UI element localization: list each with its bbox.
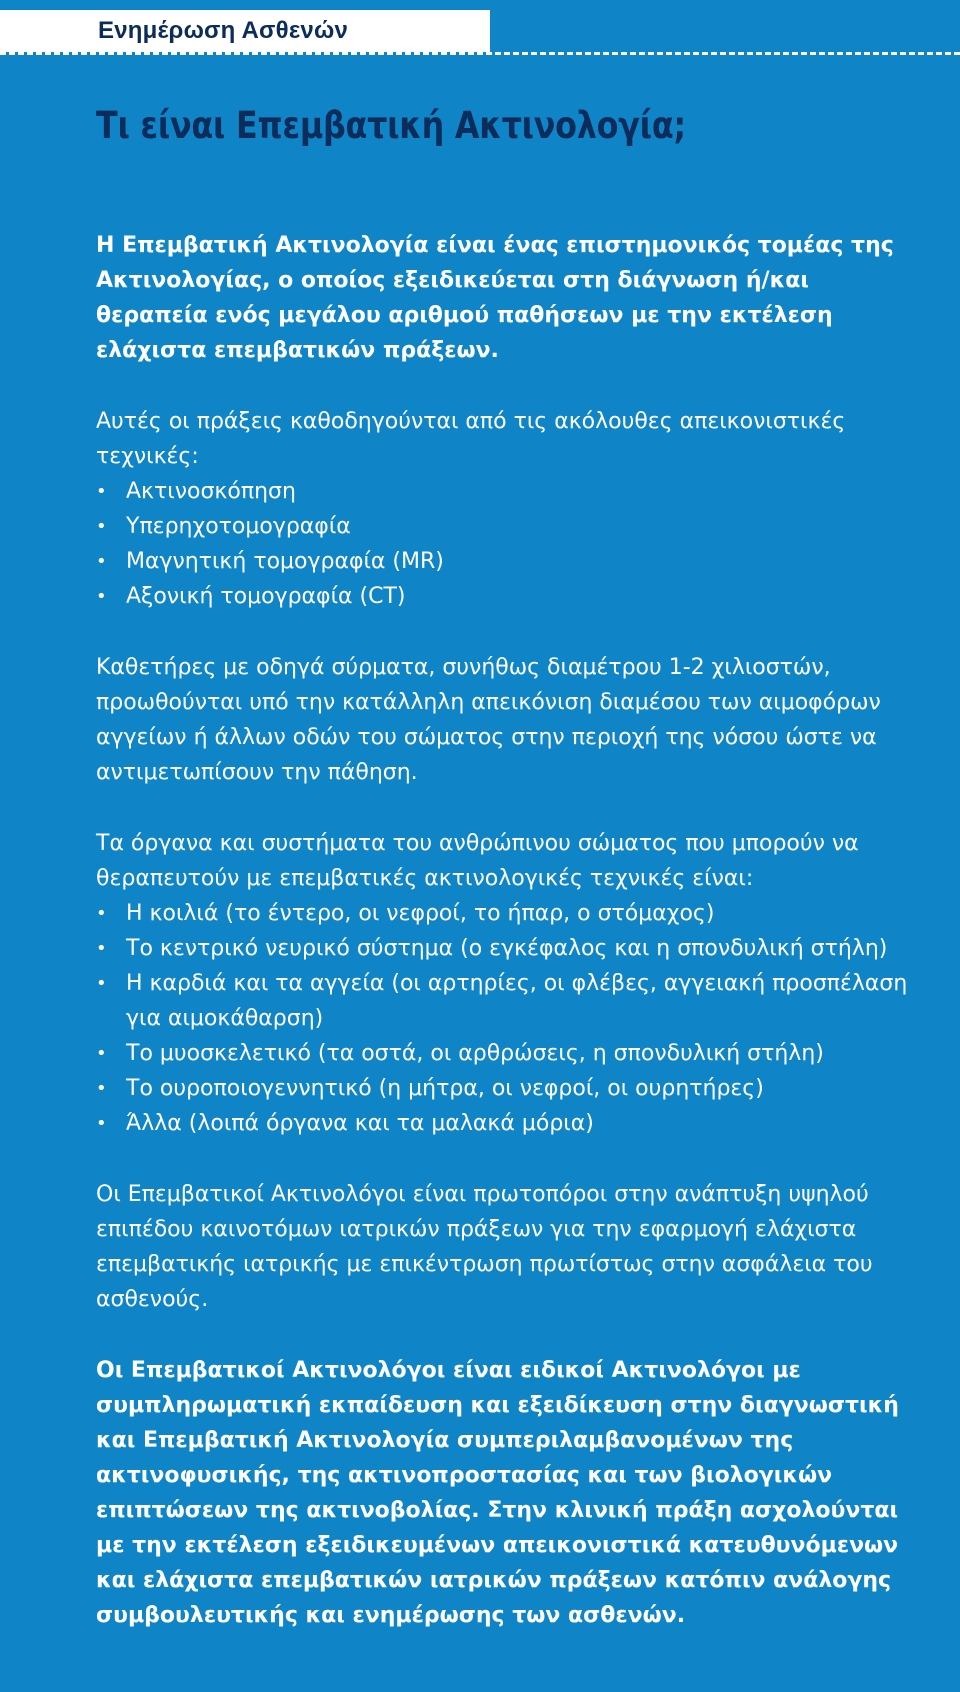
organs-list: [96, 896, 926, 1141]
list-item: • Αξονική τομογραφία (CT): [96, 579, 926, 614]
section-label: Ενημέρωση Ασθενών: [98, 17, 348, 44]
list-item: • Το κεντρικό νευρικό σύστημα (ο εγκέφαλος και η σπονδυλική στήλη): [96, 931, 926, 966]
list-item: • Η καρδιά και τα αγγεία (οι αρτηρίες, οι φλέβες, αγγειακή προσπέλαση για αιμοκάθαρση): [96, 966, 926, 1036]
techniques-list: [96, 474, 926, 614]
list-item: • Η κοιλιά (το έντερο, οι νεφροί, το ήπαρ, ο στόμαχος): [96, 896, 926, 931]
article-body: [96, 228, 926, 1633]
list-item: • Το ουροποιογεννητικό (η μήτρα, οι νεφροί, οι ουρητήρες): [96, 1071, 926, 1106]
pioneers-paragraph: Οι Επεμβατικοί Ακτινολόγοι είναι πρωτοπόροι στην ανάπτυξη υψηλού επιπέδου καινοτόμων ιατρικών πράξεων για την εφαρμογή ελάχιστα επεμβατικής ιατρικής με επικέντρωση πρωτίστως στην ασφάλεια του ασθενούς.: [96, 1182, 873, 1312]
list-item: • Υπερηχοτομογραφία: [96, 509, 926, 544]
specialists-paragraph: Οι Επεμβατικοί Ακτινολόγοι είναι ειδικοί Ακτινολόγοι με συμπληρωματική εκπαίδευση και εξειδίκευση στην διαγνωστική και Επεμβατική Ακτινολογία συμπεριλαμβανομένων της ακτινοφυσικής, της ακτινοπροστασίας και των βιολογικών επιπτώσεων της ακτινοβολίας. Στην κλινική πράξη ασχολούνται με την εκτέλεση εξειδικευμένων απεικονιστικά κατευθυνόμενων και ελάχιστα επεμβατικών ιατρικών πράξεων κατόπιν ανάλογης συμβουλευτικής και ενημέρωσης των ασθενών.: [96, 1358, 899, 1628]
page-title: Τι είναι Επεμβατική Ακτινολογία;: [96, 104, 686, 147]
list-item: • Το μυοσκελετικό (τα οστά, οι αρθρώσεις, η σπονδυλική στήλη): [96, 1036, 926, 1071]
section-header-tab: [0, 10, 490, 52]
techniques-intro: Αυτές οι πράξεις καθοδηγούνται από τις ακόλουθες απεικονιστικές τεχνικές:: [96, 409, 846, 469]
intro-paragraph: Η Επεμβατική Ακτινολογία είναι ένας επιστημονικός τομέας της Ακτινολογίας, ο οποίος εξειδικεύεται στη διάγνωση ή/και θεραπεία ενός μεγάλου αριθμού παθήσεων με την εκτέλεση ελάχιστα επεμβατικών πράξεων.: [96, 233, 894, 363]
list-item: • Μαγνητική τομογραφία (MR): [96, 544, 926, 579]
list-item: • Άλλα (λοιπά όργανα και τα μαλακά μόρια): [96, 1106, 926, 1141]
organs-intro: Τα όργανα και συστήματα του ανθρώπινου σώματος που μπορούν να θεραπευτούν με επεμβατικές ακτινολογικές τεχνικές είναι:: [96, 831, 859, 891]
catheters-paragraph: Καθετήρες με οδηγά σύρματα, συνήθως διαμέτρου 1-2 χιλιοστών, προωθούνται υπό την κατάλληλη απεικόνιση διαμέσου των αιμοφόρων αγγείων ή άλλων οδών του σώματος στην περιοχή της νόσου ώστε να αντιμετωπίσουν την πάθηση.: [96, 655, 881, 785]
list-item: • Ακτινοσκόπηση: [96, 474, 926, 509]
dashed-divider: [0, 52, 960, 55]
